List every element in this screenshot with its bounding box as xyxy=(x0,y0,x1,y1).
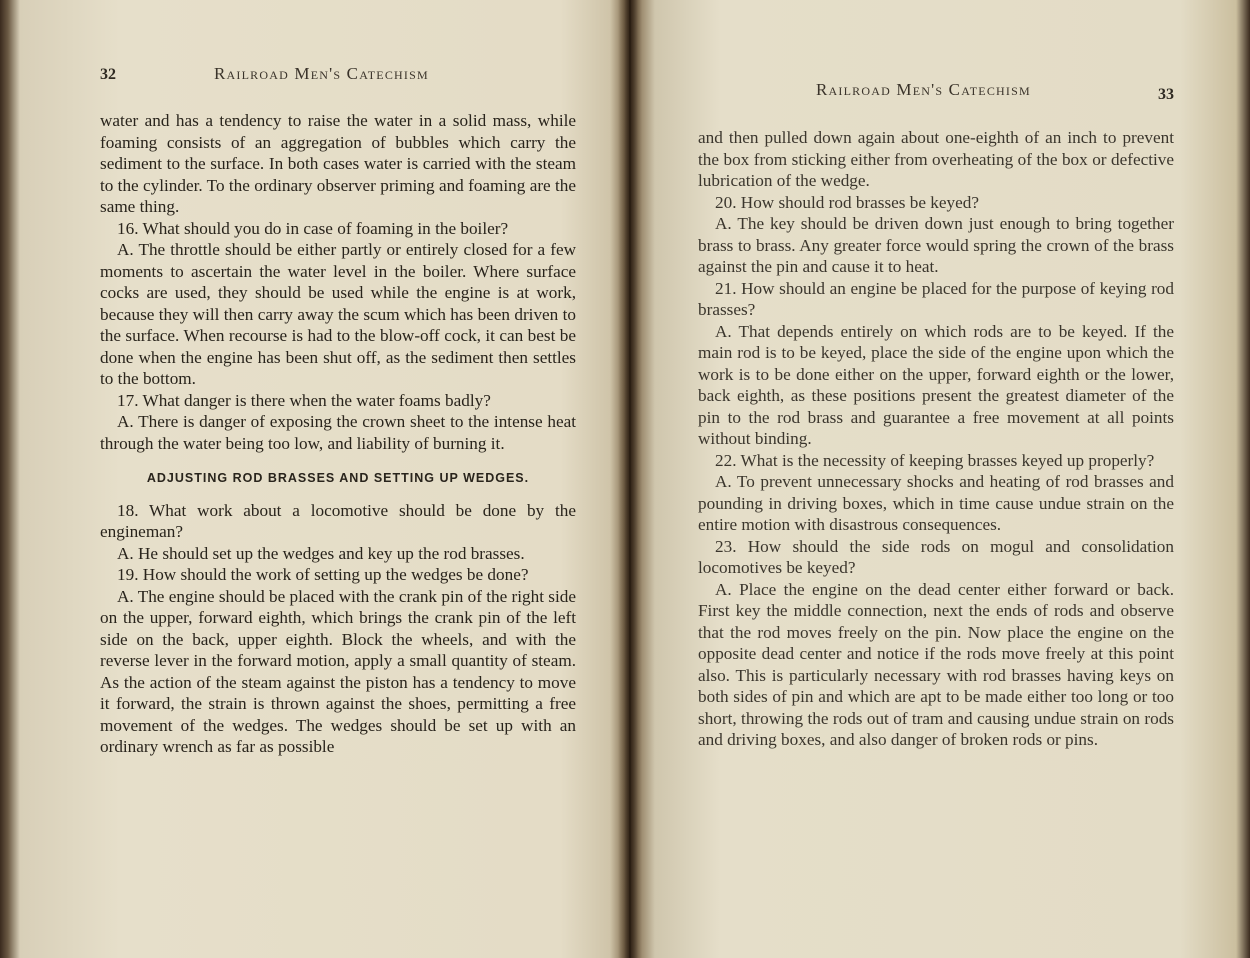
question: 17. What danger is there when the water foams badly? xyxy=(117,390,491,410)
page-body xyxy=(698,127,1174,751)
right-page xyxy=(630,0,1250,958)
running-head: Railroad Men's Catechism xyxy=(816,80,1031,99)
question: 20. How should rod brasses be keyed? xyxy=(715,192,979,212)
page-number: 33 xyxy=(1158,86,1174,103)
answer: A. The key should be driven down just enough to bring together brass to brass. Any greater force would spring the crown of the brass against the pin and cause it to heat. xyxy=(698,214,1174,276)
page-number: 32 xyxy=(100,66,116,83)
question: 22. What is the necessity of keeping brasses keyed up properly? xyxy=(715,450,1155,470)
section-heading: ADJUSTING ROD BRASSES AND SETTING UP WEDGES. xyxy=(146,471,530,485)
question: 18. What work about a locomotive should be done by the engineman? xyxy=(100,500,576,541)
paragraph: water and has a tendency to raise the water in a solid mass, while foaming consists of an aggregation of bubbles which carry the sediment to the surface. In both cases water is carried with the steam to the cylinder. To the ordinary observer priming and foaming are the same thing. xyxy=(100,111,576,216)
question: 21. How should an engine be placed for the purpose of keying rod brasses? xyxy=(698,278,1174,319)
paragraph: and then pulled down again about one-eighth of an inch to prevent the box from sticking either from overheating of the box or defective lubrication of the wedge. xyxy=(698,128,1174,190)
answer: A. The engine should be placed with the crank pin of the right side on the upper, forward eighth, which brings the crank pin of the left side on the back, upper eighth. Block the wheels, and with the reverse lever in the forward motion, apply a small quantity of steam. As the action of the steam against the piston has a tendency to move it forward, the strain is thrown against the shoes, permitting a free movement of the wedges. The wedges should be set up with an ordinary wrench as far as possible xyxy=(100,586,576,756)
answer: A. To prevent unnecessary shocks and heating of rod brasses and pounding in driving boxes, which in time cause undue strain on the entire motion with disastrous consequences. xyxy=(698,472,1174,534)
answer: A. He should set up the wedges and key up the rod brasses. xyxy=(117,543,525,563)
question: 23. How should the side rods on mogul and consolidation locomotives be keyed? xyxy=(698,536,1174,577)
answer: A. Place the engine on the dead center either forward or back. First key the middle connection, next the ends of rods and observe that the rod moves freely on the pin. Now place the engine on the opposite dead center and notice if the rods move freely at this point also. This is particularly necessary with rod brasses having keys on both sides of pin and which are apt to be made either too long or too short, throwing the rods out of tram and causing undue strain on rods and driving boxes, and also danger of broken rods or pins. xyxy=(698,579,1174,749)
answer: A. There is danger of exposing the crown sheet to the intense heat through the water being too low, and liability of burning it. xyxy=(100,412,576,453)
page-body xyxy=(100,110,576,758)
question: 16. What should you do in case of foaming in the boiler? xyxy=(117,218,509,238)
answer: A. That depends entirely on which rods are to be keyed. If the main rod is to be keyed, place the side of the engine upon which the work is to be done either on the upper, forward eighth or the lower, back eighth, as these positions present the greatest diameter of the pin to the rod brass and guarantee a free movement at all points without binding. xyxy=(698,321,1174,448)
answer: A. The throttle should be either partly or entirely closed for a few moments to ascertain the water level in the boiler. Where surface cocks are used, they should be used while the engine is at work, because they will then carry away the scum which has been driven to the surface. When recourse is had to the blow-off cock, it can best be done when the engine has been shut off, as the sediment then settles to the bottom. xyxy=(100,240,576,388)
running-head: Railroad Men's Catechism xyxy=(214,64,429,83)
question: 19. How should the work of setting up the wedges be done? xyxy=(117,565,529,584)
